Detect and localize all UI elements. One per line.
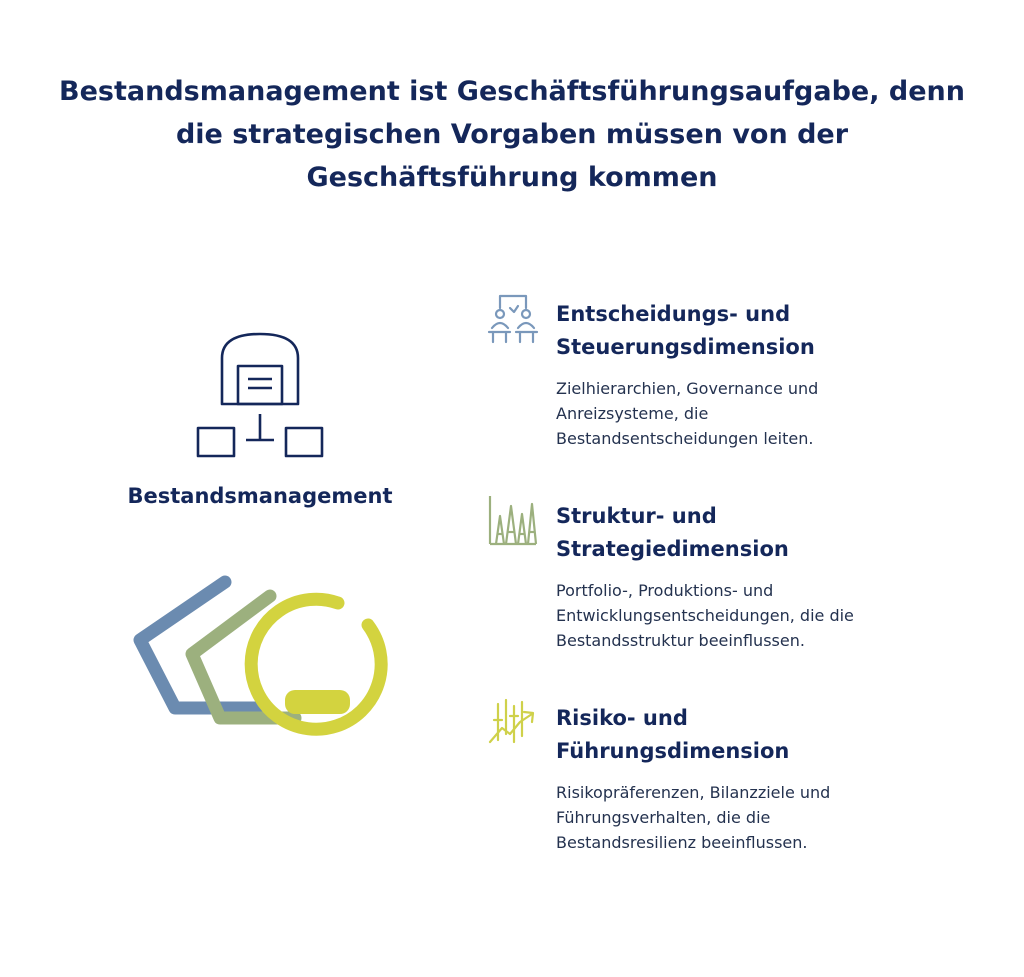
dimension-title: Entscheidungs- und Steuerungsdimension (556, 302, 815, 359)
dimension-description: Portfolio-, Produktions- und Entwicklungsentscheidungen, die die Bestandsstruktur beeinflussen. (556, 581, 854, 650)
structure-bars-icon (486, 494, 540, 548)
dimension-structure (486, 494, 946, 664)
dimension-rings-graphic (120, 570, 400, 740)
risk-trend-icon (486, 696, 540, 750)
dimension-description: Zielhierarchien, Governance und Anreizsysteme, die Bestandsentscheidungen leiten. (556, 379, 819, 448)
dimension-title: Struktur- und Strategiedimension (556, 504, 789, 561)
warehouse-distribution-icon (190, 328, 330, 463)
hub-label: Bestandsmanagement (127, 484, 393, 508)
dimension-title: Risiko- und Führungsdimension (556, 706, 790, 763)
dimension-description: Risikopräferenzen, Bilanzziele und Führungsverhalten, die die Bestandsresilienz beeinflussen. (556, 783, 831, 852)
dimension-decision (486, 292, 946, 462)
meeting-decision-icon (486, 292, 540, 346)
ring-yellow-tab (285, 690, 350, 714)
headline: Bestandsmanagement ist Geschäftsführungsaufgabe, denn die strategischen Vorgaben müssen von der Geschäftsführung kommen (59, 76, 965, 193)
dimension-risk (486, 696, 946, 866)
